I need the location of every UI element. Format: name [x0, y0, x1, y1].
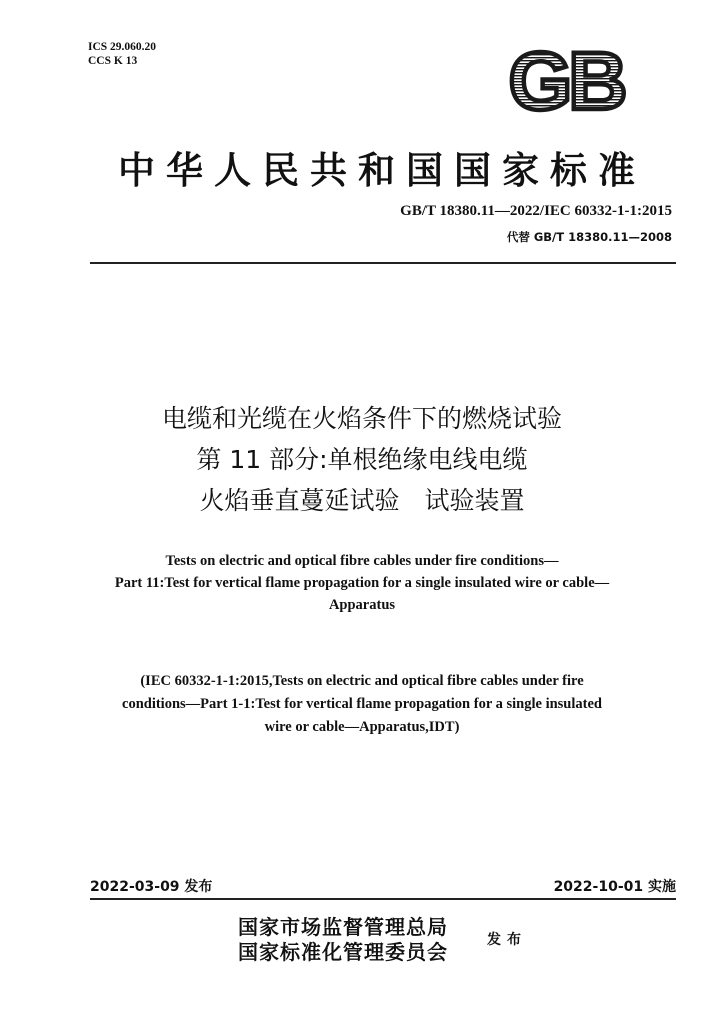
issuer-sac: 国家标准化管理委员会 [238, 940, 448, 964]
footer-divider [90, 898, 676, 900]
ics-code: ICS 29.060.20 [88, 41, 157, 53]
iec-reference-line-1: (IEC 60332-1-1:2015,Tests on electric and optical fibre cables under fire [140, 673, 584, 689]
english-title-line-2: Part 11:Test for vertical flame propagation for a single insulated wire or cable— [114, 575, 610, 591]
iec-reference-line-2: conditions—Part 1-1:Test for vertical flame propagation for a single insulated [122, 696, 602, 712]
chinese-title-line-1: 电缆和光缆在火焰条件下的燃烧试验 [161, 404, 562, 433]
chinese-title-line-2: 第 11 部分:单根绝缘电线电缆 [196, 445, 528, 474]
national-standard-title: 中华人民共和国国家标准 [118, 148, 646, 192]
issuing-authorities [238, 915, 448, 965]
ccs-code: CCS K 13 [88, 55, 138, 67]
issuer-samr: 国家市场监督管理总局 [238, 915, 448, 939]
iec-reference [40, 670, 684, 739]
header-divider [90, 262, 676, 264]
english-title-line-3: Apparatus [328, 597, 396, 613]
issue-date: 2022-03-09 发布 [90, 879, 213, 895]
chinese-title [40, 398, 684, 521]
english-title [40, 550, 684, 616]
standard-number: GB/T 18380.11—2022/IEC 60332-1-1:2015 [400, 203, 672, 219]
classification-codes [88, 40, 156, 68]
publish-label: 发布 [487, 932, 527, 948]
replaces-standard: 代替 GB/T 18380.11—2008 [506, 230, 672, 244]
gb-logo [496, 42, 636, 116]
gb-logo-text: GB [508, 42, 624, 116]
english-title-line-1: Tests on electric and optical fibre cables under fire conditions— [165, 553, 559, 569]
iec-reference-line-3: wire or cable—Apparatus,IDT) [264, 719, 460, 735]
implementation-date: 2022-10-01 实施 [553, 879, 676, 895]
chinese-title-line-3: 火焰垂直蔓延试验 试验装置 [199, 486, 525, 515]
